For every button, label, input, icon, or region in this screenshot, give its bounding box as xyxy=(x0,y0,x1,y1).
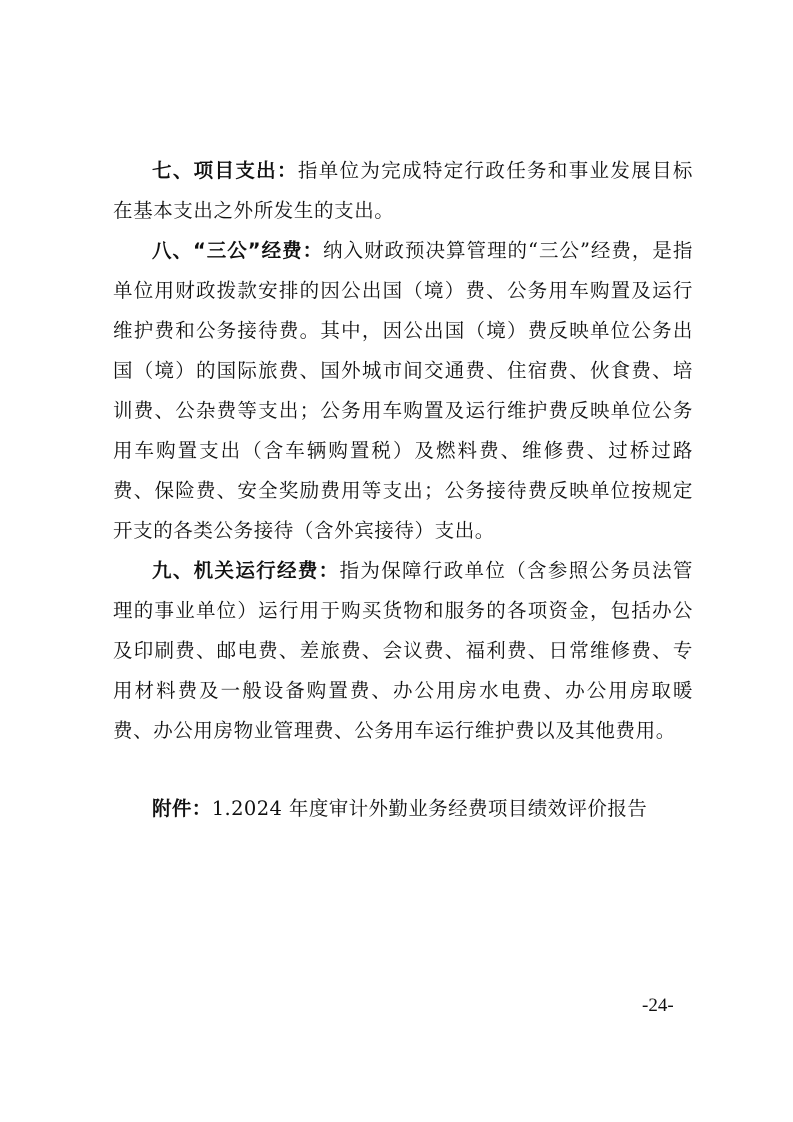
page-number: -24- xyxy=(642,995,674,1016)
attachment-title: 1.2024 年度审计外勤业务经费项目绩效评价报告 xyxy=(211,797,648,820)
term-agency-operating-expenses: 九、机关运行经费： xyxy=(152,559,340,582)
definition-project-expenditure: 指单位为完成特定行政任务和事业发展目标在基本支出之外所发生的支出。 xyxy=(113,159,694,222)
paragraph-agency-operating-expenses xyxy=(113,551,693,751)
attachment-label: 附件： xyxy=(152,797,212,820)
term-project-expenditure: 七、项目支出： xyxy=(152,159,298,182)
term-three-public-expenses: 八、“三公”经费： xyxy=(152,239,324,262)
document-body xyxy=(113,151,693,751)
attachment-line xyxy=(152,789,647,829)
definition-three-public-expenses: 纳入财政预决算管理的“三公”经费，是指单位用财政拨款安排的因公出国（境）费、公务用车购置及运行维护费和公务接待费。其中，因公出国（境）费反映单位公务出国（境）的国际旅费、国外城市间交通费、住宿费、伙食费、培训费、公杂费等支出；公务用车购置及运行维护费反映单位公务用车购置支出（含车辆购置税）及燃料费、维修费、过桥过路费、保险费、安全奖励费用等支出；公务接待费反映单位按规定开支的各类公务接待（含外宾接待）支出。 xyxy=(113,239,693,542)
definition-agency-operating-expenses: 指为保障行政单位（含参照公务员法管理的事业单位）运行用于购买货物和服务的各项资金，包括办公及印刷费、邮电费、差旅费、会议费、福利费、日常维修费、专用材料费及一般设备购置费、办公用房水电费、办公用房取暖费、办公用房物业管理费、公务用车运行维护费以及其他费用。 xyxy=(113,559,694,742)
paragraph-three-public-expenses xyxy=(113,231,693,551)
paragraph-project-expenditure xyxy=(113,151,693,231)
